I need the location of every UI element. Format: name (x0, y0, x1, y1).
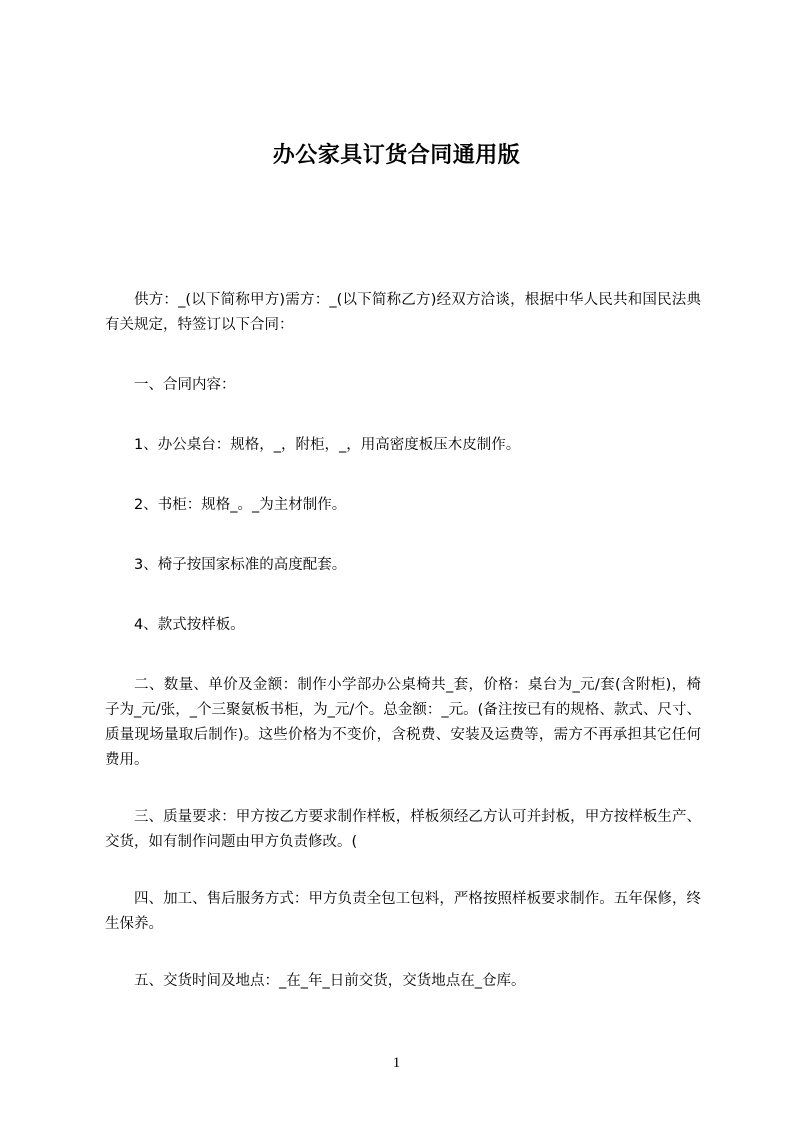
document-title: 办公家具订货合同通用版 (272, 143, 521, 168)
paragraph-parties: 供方：_(以下简称甲方)需方：_(以下简称乙方)经双方洽谈，根据中华人民共和国民法典有关规定，特签订以下合同： (105, 292, 701, 333)
paragraph-section-5: 五、交货时间及地点：_在_年_日前交货，交货地点在_仓库。 (134, 973, 526, 989)
paragraph-section-4: 四、加工、售后服务方式：甲方负责全包工包料，严格按照样板要求制作。五年保修，终生保养。 (105, 891, 701, 932)
paragraph-item-3: 3、椅子按国家标准的高度配套。 (134, 557, 347, 573)
paragraph-section-1-heading: 一、合同内容： (134, 377, 236, 393)
paragraph-section-2: 二、数量、单价及金额：制作小学部办公桌椅共_套，价格：桌台为_元/套(含附柜)，椅子为_元/张，_个三聚氨板书柜，为_元/个。总金额：_元。(备注按已有的规格、款式、尺寸、质量现场量取后制作)。这些价格为不变价，含税费、安装及运费等，需方不再承担其它任何费用。 (105, 677, 701, 768)
page-number: 1 (392, 1055, 401, 1071)
document-body (105, 288, 701, 994)
paragraph-item-2: 2、书柜：规格_。_为主材制作。 (134, 497, 347, 513)
paragraph-item-1: 1、办公桌台：规格，_，附柜，_，用高密度板压木皮制作。 (134, 437, 521, 453)
paragraph-item-4: 4、款式按样板。 (134, 617, 245, 633)
paragraph-section-3: 三、质量要求：甲方按乙方要求制作样板，样板须经乙方认可并封板，甲方按样板生产、交货，如有制作问题由甲方负责修改。( (105, 809, 701, 850)
